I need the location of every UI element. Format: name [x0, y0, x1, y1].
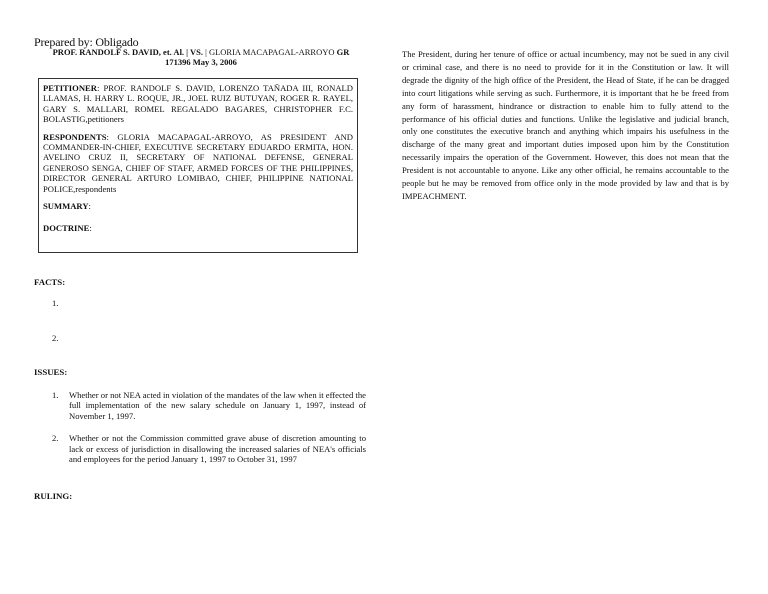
case-parties-box	[38, 78, 358, 253]
list-number: 2.	[52, 333, 59, 344]
doctrine-colon: :	[89, 223, 92, 234]
respondents-paragraph	[43, 132, 353, 194]
doctrine-text: The President, during her tenure of office or actual incumbency, may not be sued in any civil or criminal case, and there is no need to provide for it in the Constitution or law. It will degrade the dignity of the high office of the President, the Head of State, if he can be dragged into court litigations while serving as such. Furthermore, it is important that he be freed from any form of harassment, hindrance or distraction to enable him to fully attend to the performance of his official duties and functions. Unlike the legislative and judicial branch, only one constitutes the executive branch and anything which impairs his usefulness in the discharge of the many great and important duties imposed upon him by the Constitution necessarily impairs the operation of the Government. However, this does not mean that the President is not accountable to anyone. Like any other official, he remains accountable to the people but he may be removed from office only in the mode provided by law and that is by IMPEACHMENT.	[402, 49, 729, 201]
summary-colon: :	[88, 201, 91, 212]
list-item	[52, 390, 366, 421]
list-item	[52, 298, 366, 308]
facts-list	[52, 298, 366, 344]
facts-heading	[34, 277, 65, 287]
issues-heading	[34, 367, 67, 377]
list-number: 1.	[52, 298, 59, 308]
list-number: 2.	[52, 433, 59, 444]
issues-heading-colon: :	[64, 367, 68, 377]
summary-paragraph	[43, 201, 353, 211]
case-title	[40, 47, 362, 67]
summary-label: SUMMARY	[43, 201, 89, 212]
respondents-label: RESPONDENTS	[43, 131, 107, 142]
petitioner-paragraph	[43, 83, 353, 125]
list-item	[52, 433, 366, 464]
petitioner-label: PETITIONER	[43, 83, 97, 93]
list-text: Whether or not NEA acted in violation of the mandates of the law when it effected the full implementation of the new salary schedule on January 1, 1997, instead of November 1, 1997.	[69, 390, 366, 421]
issues-list	[52, 390, 366, 464]
facts-heading-text: FACTS	[34, 277, 63, 287]
ruling-heading-text: RULING	[34, 491, 70, 501]
list-number: 1.	[52, 390, 59, 400]
list-text: Whether or not the Commission committed grave abuse of discretion amounting to lack or excess of jurisdiction in disallowing the increased salaries of NEA's officials and employees for the period January 1, 1997 to October 31, 1997	[69, 433, 366, 465]
case-title-respondent: | GLORIA MACAPAGAL-ARROYO	[203, 47, 337, 57]
respondents-suffix: respondents	[75, 183, 117, 194]
case-gr-number: 171396 May 3, 2006	[165, 57, 237, 67]
facts-heading-colon: :	[62, 277, 66, 287]
ruling-heading-colon: :	[69, 491, 73, 501]
petitioner-suffix: petitioners	[87, 114, 124, 125]
petitioner-names: : PROF. RANDOLF S. DAVID, LORENZO TAÑADA III, RONALD LLAMAS, H. HARRY L. ROQUE, JR., JOEL RUIZ BUTUYAN, ROGER R. RAYEL, GARY S. MALLARI, ROMEL REGALADO BAGARES, CHRISTOPHER F.C. BOLASTIG,	[43, 83, 353, 125]
respondents-names: : GLORIA MACAPAGAL-ARROYO, AS PRESIDENT AND COMMANDER-IN-CHIEF, EXECUTIVE SECRETARY EDUARDO ERMITA, HON. AVELINO CRUZ II, SECRETARY OF NATIONAL DEFENSE, GENERAL GENEROSO SENGA, CHIEF OF STAFF, ARMED FORCES OF THE PHILIPPINES, DIRECTOR GENERAL ARTURO LOMIBAO, CHIEF, PHILIPPINE NATIONAL POLICE,	[43, 131, 353, 194]
list-item	[52, 333, 366, 343]
ruling-heading	[34, 491, 72, 501]
issues-heading-text: ISSUES	[34, 367, 65, 377]
case-title-petitioners: PROF. RANDOLF S. DAVID, et. Al. | VS.	[52, 47, 204, 57]
doctrine-label: DOCTRINE	[43, 223, 90, 234]
case-gr-label: GR	[336, 47, 350, 57]
prepared-by: Prepared by: Obligado	[34, 35, 139, 49]
doctrine-paragraph	[43, 223, 353, 233]
